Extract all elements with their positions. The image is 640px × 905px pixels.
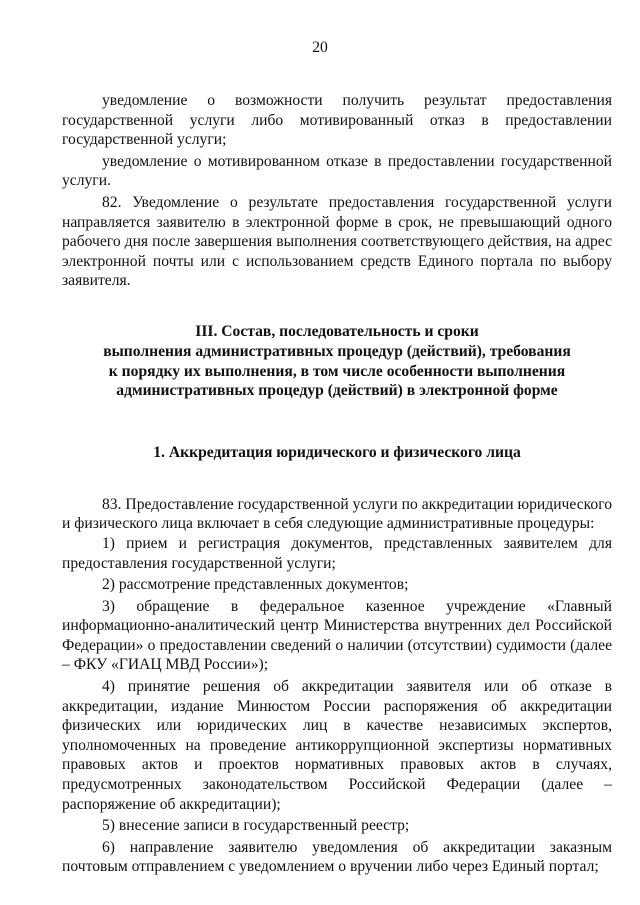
section-heading-line: выполнения административных процедур (действий), требования: [103, 342, 571, 360]
page-number: 20: [312, 39, 328, 56]
paragraph-notice-possibility: уведомление о возможности получить результат предоставления государственной услуги либо мотивированный отказ в предоставлении государственной услуги;: [62, 92, 612, 149]
paragraph-82: 82. Уведомление о результате предоставления государственной услуги направляется заявителю в электронной форме в срок, не превышающий одного рабочего дня после завершения выполнения соответствующего действия, на адрес электронной почты или с использованием средств Единого портала по выбору заявителя.: [62, 193, 612, 290]
list-item-3: 3) обращение в федеральное казенное учреждение «Главный информационно-аналитический центр Министерства внутренних дел Российской Федерации» о предоставлении сведений о наличии (отсутствии) судимости (далее – ФКУ «ГИАЦ МВД России»);: [62, 597, 612, 674]
section-heading: [62, 322, 612, 401]
section-heading-line: административных процедур (действий) в электронной форме: [116, 382, 558, 400]
list-item-5: 5) внесение записи в государственный реестр;: [102, 817, 410, 835]
document-body: [62, 91, 612, 877]
section-heading-line: III. Состав, последовательность и сроки: [195, 322, 479, 340]
list-item-4: 4) принятие решения об аккредитации заявителя или об отказе в аккредитации, издание Минюстом России распоряжения об аккредитации физических или юридических лиц в качестве независимых экспертов, уполномоченных на проведение антикоррупционной экспертизы нормативных правовых актов и проектов нормативных правовых актов в случаях, предусмотренных законодательством Российской Федерации (далее – распоряжение об аккредитации);: [62, 678, 612, 813]
list-item-6: 6) направление заявителю уведомления об аккредитации заказным почтовым отправлением с уведомлением о вручении либо через Единый портал;: [62, 838, 612, 876]
list-item-2: 2) рассмотрение представленных документов;: [102, 576, 409, 594]
subsection-heading: 1. Аккредитация юридического и физического лица: [153, 444, 521, 462]
list-item-1: 1) прием и регистрация документов, представленных заявителем для предоставления государственной услуги;: [62, 534, 612, 572]
paragraph-83: 83. Предоставление государственной услуги по аккредитации юридического и физического лица включает в себя следующие административные процедуры:: [62, 495, 612, 533]
section-heading-line: к порядку их выполнения, в том числе особенности выполнения: [108, 362, 566, 380]
paragraph-notice-refusal: уведомление о мотивированном отказе в предоставлении государственной услуги.: [62, 152, 612, 190]
